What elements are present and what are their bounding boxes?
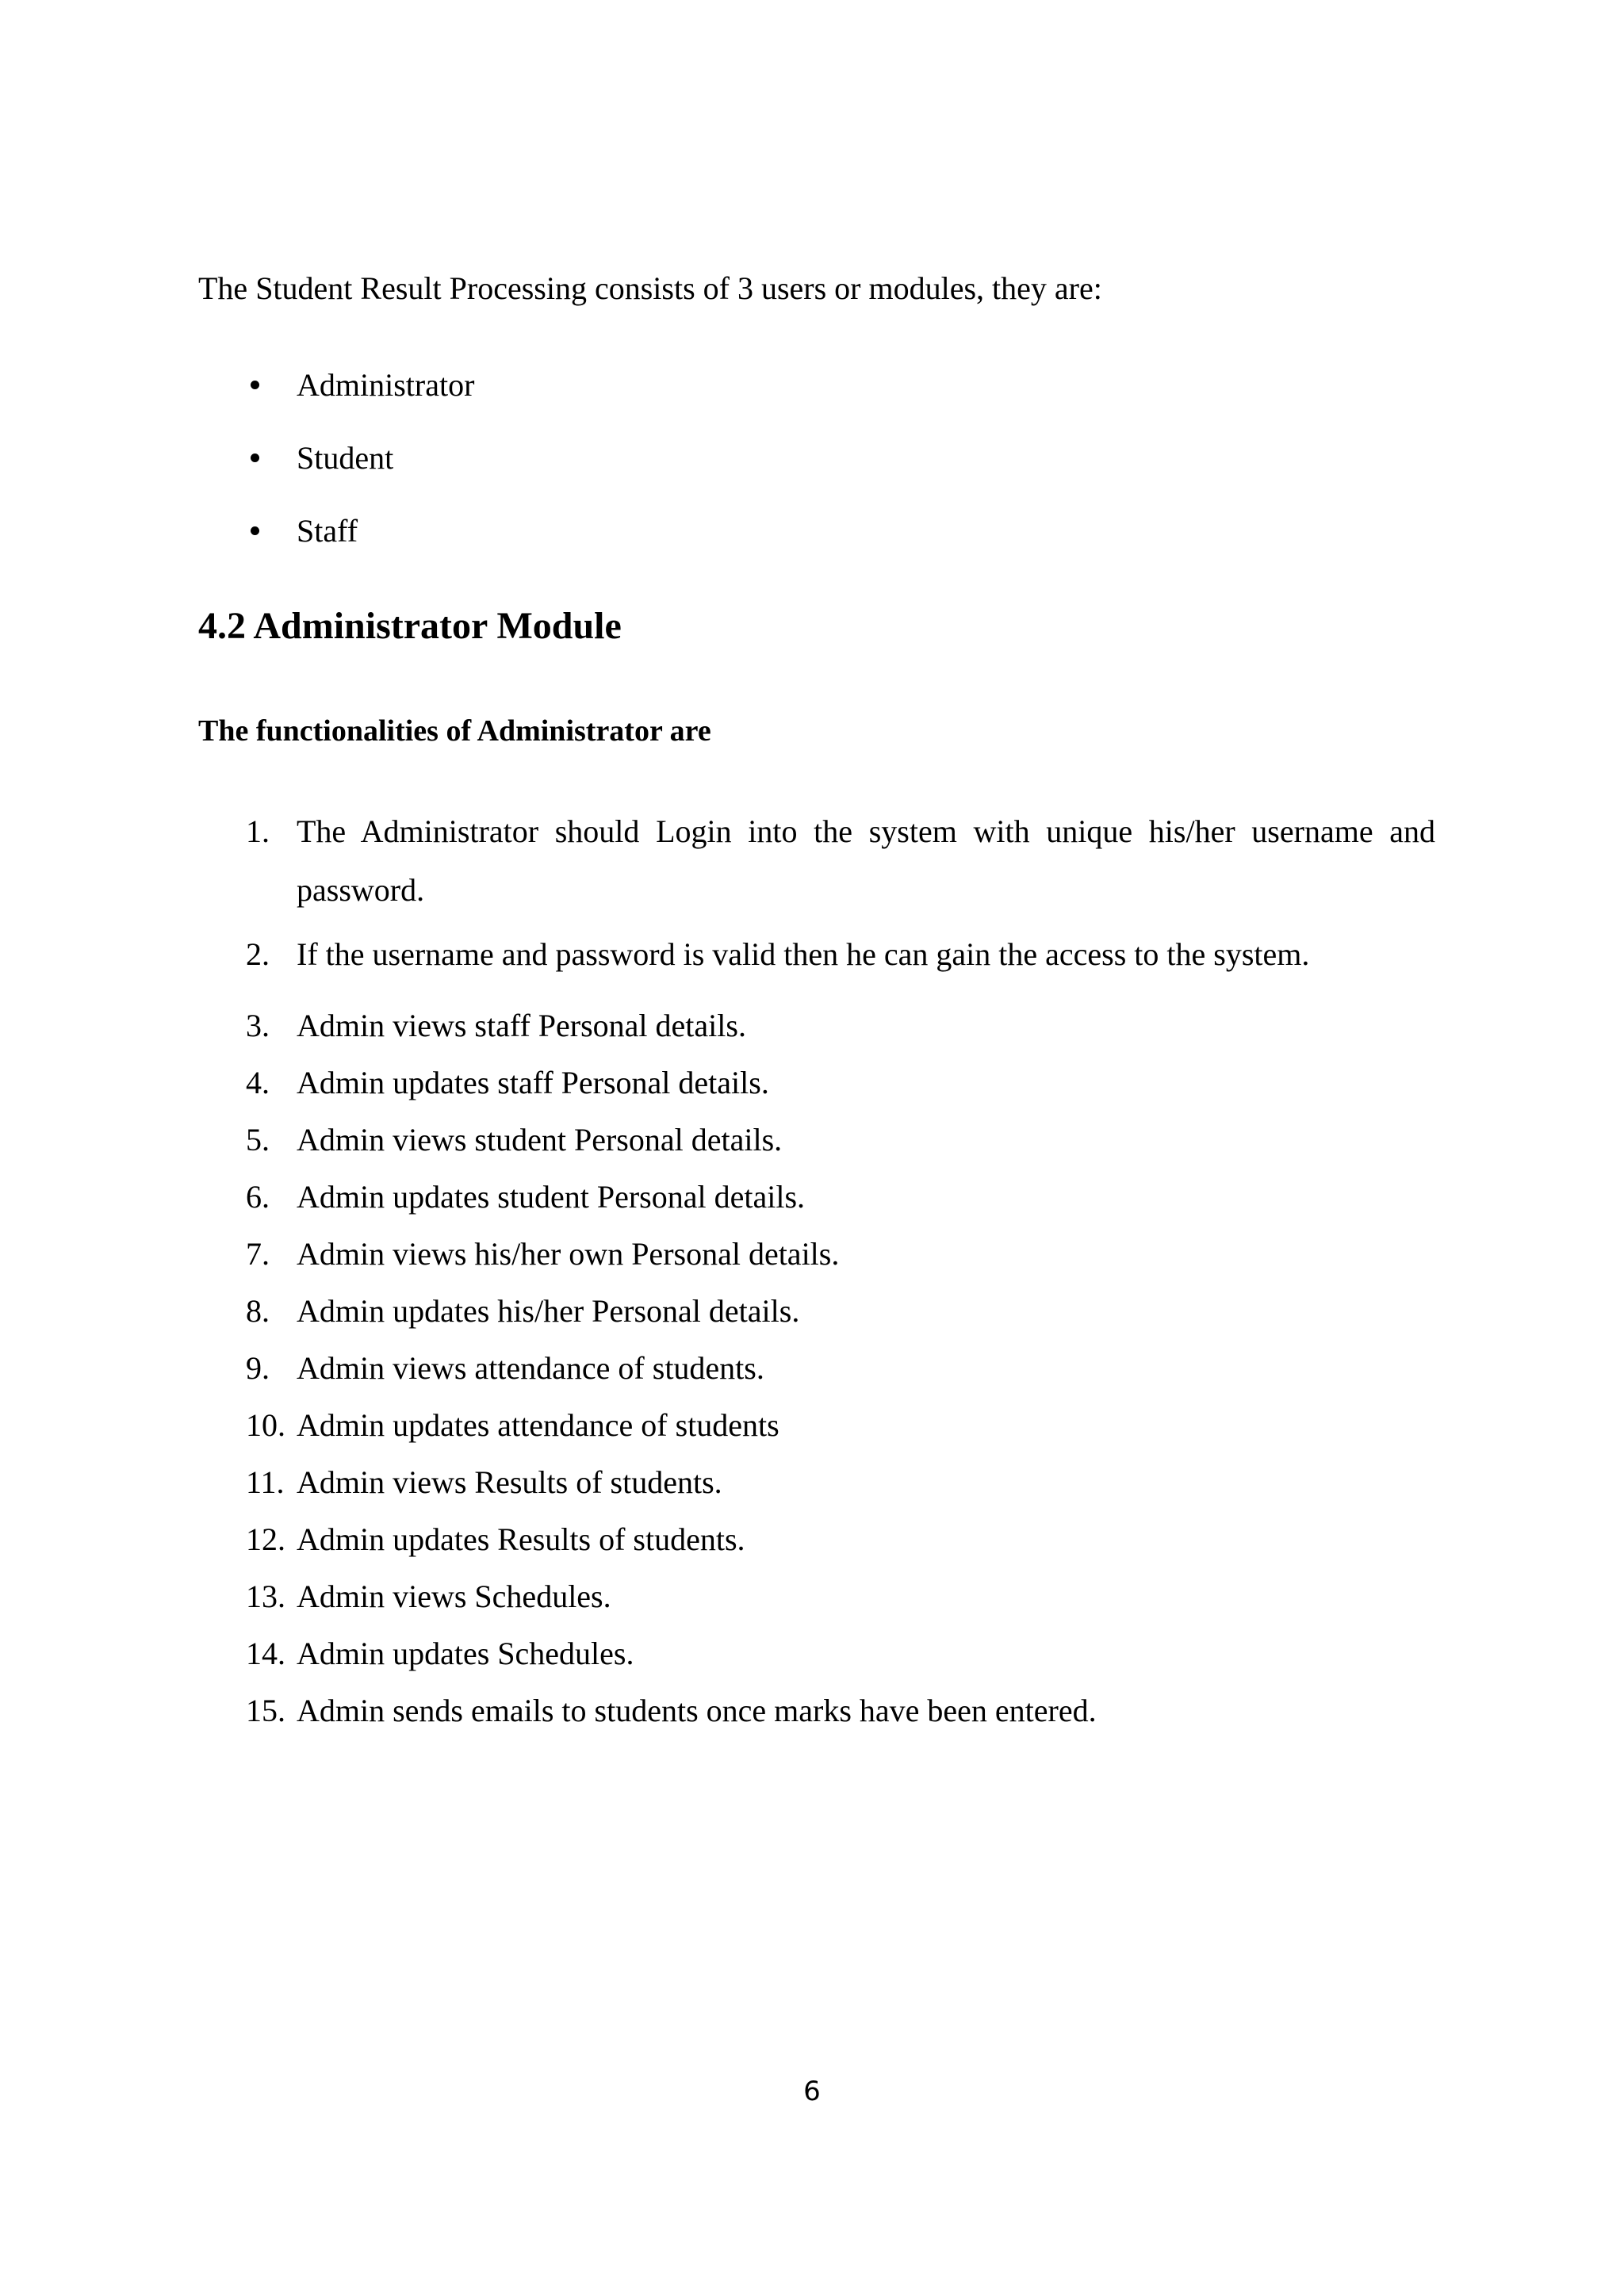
item-text: If the username and password is valid then he can gain the access to the system. bbox=[297, 936, 1310, 972]
list-item bbox=[198, 1232, 1435, 1276]
item-number: 15. bbox=[246, 1693, 285, 1728]
item-text: Admin views staff Personal details. bbox=[297, 1008, 746, 1043]
list-item bbox=[198, 1118, 1435, 1162]
item-number: 8. bbox=[246, 1293, 270, 1329]
list-item bbox=[198, 1289, 1435, 1334]
item-text: Admin updates student Personal details. bbox=[297, 1179, 806, 1215]
list-item bbox=[198, 1517, 1435, 1562]
list-item bbox=[198, 1175, 1435, 1219]
list-item bbox=[198, 509, 474, 582]
page-number: 6 bbox=[803, 2076, 821, 2107]
item-text: Admin sends emails to students once marks have been entered. bbox=[297, 1693, 1097, 1728]
item-text: Admin updates attendance of students bbox=[297, 1407, 779, 1443]
item-number: 1. bbox=[246, 813, 270, 849]
item-number: 4. bbox=[246, 1065, 270, 1100]
module-label: Staff bbox=[297, 513, 358, 549]
list-item bbox=[198, 1575, 1435, 1619]
list-item bbox=[198, 1460, 1435, 1505]
item-number: 10. bbox=[246, 1407, 285, 1443]
item-number: 2. bbox=[246, 936, 270, 972]
item-text: Admin views Results of students. bbox=[297, 1464, 722, 1500]
list-item bbox=[198, 363, 474, 436]
list-item bbox=[198, 932, 1435, 977]
item-number: 3. bbox=[246, 1008, 270, 1043]
list-item bbox=[198, 1689, 1435, 1733]
item-text: Admin updates Results of students. bbox=[297, 1521, 745, 1557]
item-number: 13. bbox=[246, 1578, 285, 1614]
item-number: 9. bbox=[246, 1350, 270, 1386]
module-label: Administrator bbox=[297, 367, 475, 403]
item-number: 14. bbox=[246, 1636, 285, 1671]
item-text: Admin views his/her own Personal details. bbox=[297, 1236, 840, 1272]
intro-paragraph: The Student Result Processing consists of 3 users or modules, they are: bbox=[198, 270, 1102, 306]
modules-bullet-list bbox=[198, 363, 474, 582]
item-text: Admin updates staff Personal details. bbox=[297, 1065, 769, 1100]
item-text: Admin views student Personal details. bbox=[297, 1122, 783, 1158]
list-item bbox=[198, 802, 1435, 920]
subheading: The functionalities of Administrator are bbox=[198, 714, 711, 748]
item-number: 11. bbox=[246, 1464, 285, 1500]
module-label: Student bbox=[297, 440, 394, 476]
list-item bbox=[198, 1632, 1435, 1676]
list-item bbox=[198, 1403, 1435, 1448]
section-heading: 4.2 Administrator Module bbox=[198, 605, 622, 647]
item-text: Admin views Schedules. bbox=[297, 1578, 611, 1614]
item-text: Admin updates his/her Personal details. bbox=[297, 1293, 800, 1329]
bullet-icon bbox=[251, 453, 259, 462]
item-text: Admin views attendance of students. bbox=[297, 1350, 764, 1386]
list-item bbox=[198, 1004, 1435, 1048]
item-number: 7. bbox=[246, 1236, 270, 1272]
item-number: 6. bbox=[246, 1179, 270, 1215]
bullet-icon bbox=[251, 526, 259, 535]
item-text: The Administrator should Login into the system with unique his/her username and password. bbox=[297, 813, 1435, 908]
item-number: 12. bbox=[246, 1521, 285, 1557]
list-item bbox=[198, 436, 474, 509]
bullet-icon bbox=[251, 381, 259, 389]
functionalities-list bbox=[198, 802, 1435, 1746]
list-item bbox=[198, 1346, 1435, 1391]
list-item bbox=[198, 1061, 1435, 1105]
item-number: 5. bbox=[246, 1122, 270, 1158]
item-text: Admin updates Schedules. bbox=[297, 1636, 634, 1671]
